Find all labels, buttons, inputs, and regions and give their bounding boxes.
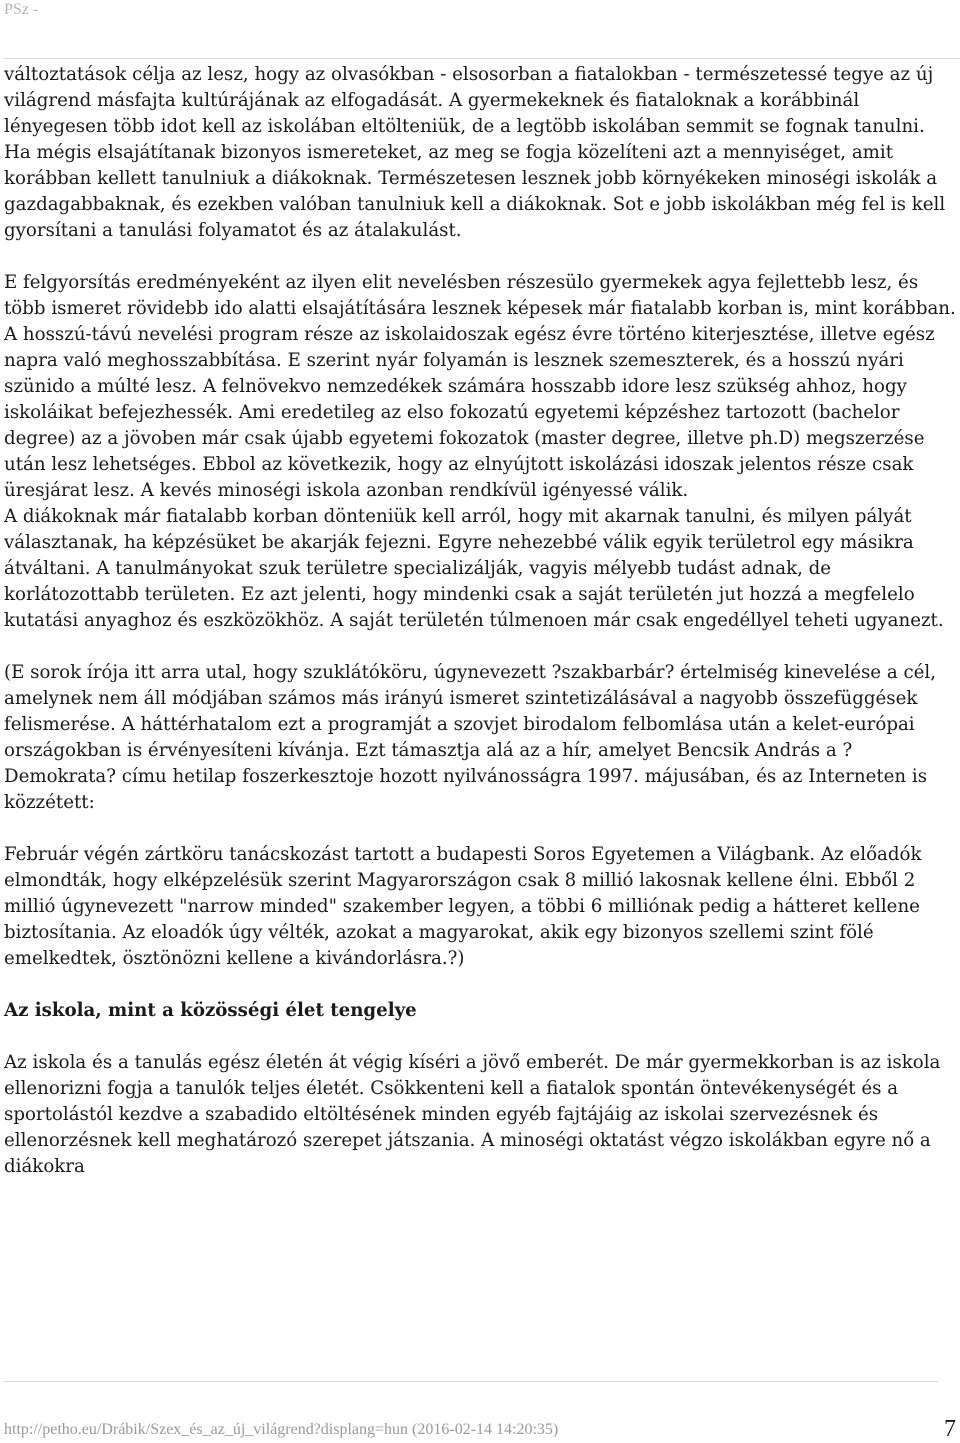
paragraph-2: E felgyorsítás eredményeként az ilyen elit nevelésben részesülo gyermekek agya fejlettebb lesz, és több ismeret rövidebb ido alatti elsajátítására lesznek képesek már fiatalabb korban is, mint korábban. A hosszú-távú nevelési program része az iskolaidoszak egész évre történo kiterjesztése, illetve egész napra való meghosszabbítása. E szerint nyár folyamán is lesznek szemeszterek, és a hosszú nyári szünido a múlté lesz. A felnövekvo nemzedékek számára hosszabb idore lesz szükség ahhoz, hogy iskoláikat befejezhessék. Ami eredetileg az elso fokozatú egyetemi képzéshez tartozott (bachelor degree) az a jövoben már csak újabb egyetemi fokozatok (master degree, illetve ph.D) megszerzése után lesz lehetséges. Ebbol az következik, hogy az elnyújtott iskolázási idoszak jelentos része csak üresjárat lesz. A kevés minoségi iskola azonban rendkívül igényessé válik. — [4, 272, 956, 501]
footer-source-url: http://petho.eu/Drábik/Szex_és_az_új_világrend?displang=hun (2016-02-14 14:20:35) — [4, 1421, 559, 1438]
quoted-news-paragraph: Február végén zártköru tanácskozást tartott a budapesti Soros Egyetemen a Világbank. Az előadók elmondták, hogy elképzelésük szerint Magyarországon csak 8 millió lakosnak kellene élni. Ebből 2 millió úgynevezett "narrow minded" szakember legyen, a többi 6 milliónak pedig a hátteret kellene biztosítania. Az eloadók úgy vélték, azokat a magyarokat, akik egy bizonyos szellemi szint fölé emelkedtek, ösztönözni kellene a kivándorlásra.?) — [4, 844, 922, 969]
section-heading: Az iskola, mint a közösségi élet tengelye — [4, 1000, 417, 1021]
paragraph-3: A diákoknak már fiatalabb korban dönteniük kell arról, hogy mit akarnak tanulni, és milyen pályát választanak, ha képzésüket be akarják fejezni. Egyre nehezebbé válik egyik területrol egy másikra átváltani. A tanulmányokat szuk területre specializálják, vagyis mélyebb tudást adnak, de korlátozottabb területen. Ez azt jelenti, hogy mindenki csak a saját területén jut hozzá a megfelelo kutatási anyaghoz és eszközökhöz. A saját területén túlmenoen már csak engedéllyel teheti ugyanezt. — [4, 506, 944, 631]
paragraph-4: (E sorok írója itt arra utal, hogy szuklátóköru, úgynevezett ?szakbarbár? értelmiség kinevelése a cél, amelynek nem áll módjában számos más irányú ismeret szintetizálásával a nagyobb összefüggések felismerése. A háttérhatalom ezt a programját a szovjet birodalom felbomlása után a kelet-európai országokban is érvényesíteni kívánja. Ezt támasztja alá az a hír, amelyet Bencsik András a ?Demokrata? címu hetilap foszerkesztoje hozott nyilvánosságra 1997. májusában, és az Interneten is közzétett: — [4, 662, 937, 813]
paragraph-1: változtatások célja az lesz, hogy az olvasókban - elsosorban a fiatalokban - természetessé tegye az új világrend másfajta kultúrájának az elfogadását. A gyermekeknek és fiataloknak a korábbinál lényegesen több idot kell az iskolában eltölteniük, de a legtöbb iskolában semmit se fognak tanulni. Ha mégis elsajátítanak bizonyos ismereteket, az meg se fogja közelíteni azt a mennyiséget, amit korábban kellett tanulniuk a diákoknak. Természetesen lesznek jobb környékeken minoségi iskolák a gazdagabbaknak, és ezekben valóban tanulniuk kell a diákoknak. Sot e jobb iskolákban még fel is kell gyorsítani a tanulási folyamatot és az átalakulást. — [4, 64, 946, 241]
paragraph-final: Az iskola és a tanulás egész életén át végig kíséri a jövő emberét. De már gyermekkorban is az iskola ellenorizni fogja a tanulók teljes életét. Csökkenteni kell a fiatalok spontán öntevékenységét és a sportolástól kezdve a szabadido eltöltésének minden egyéb fajtájáig az iskolai szervezésnek és ellenorzésnek kell meghatározó szerepet játszania. A minoségi oktatást végzo iskolákban egyre nő a diákokra — [4, 1052, 941, 1177]
page-header-title: PSz - — [4, 1, 39, 18]
header-divider — [4, 58, 960, 59]
document-body — [4, 62, 956, 1180]
footer-divider — [4, 1381, 938, 1382]
page-number: 7 — [944, 1416, 956, 1442]
